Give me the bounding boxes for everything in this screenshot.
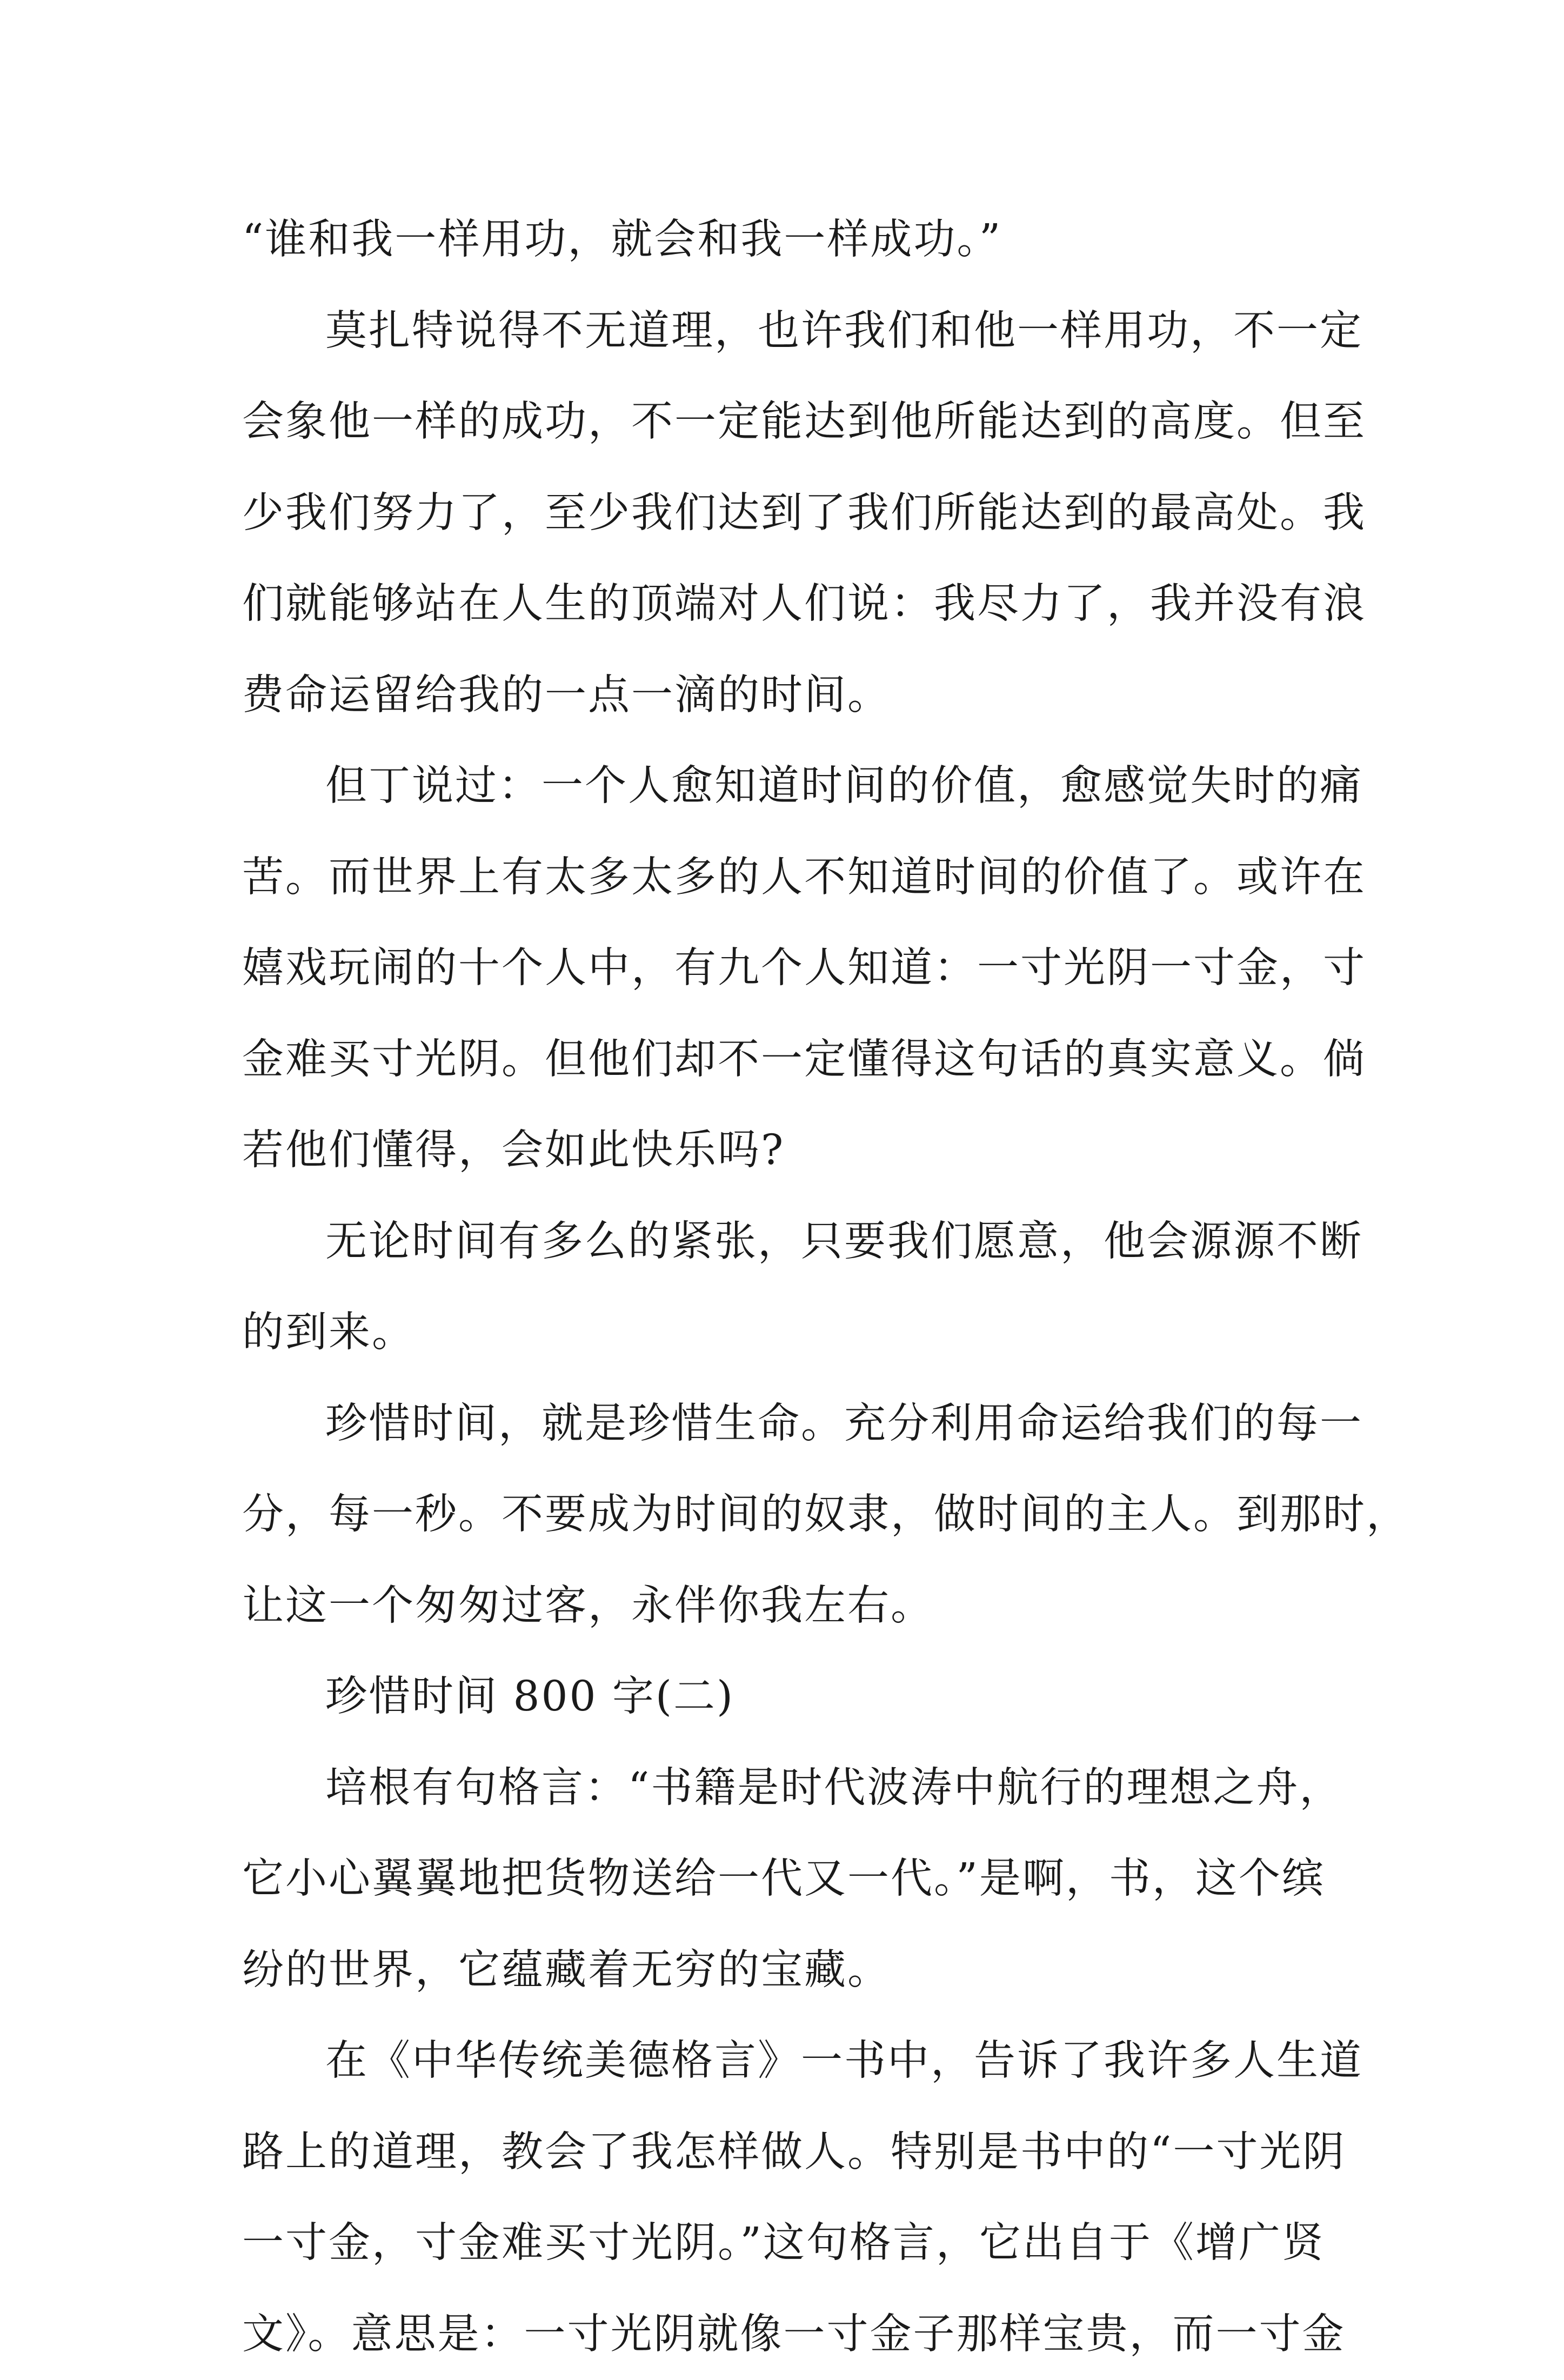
- text-line: 苦。而世界上有太多太多的人不知道时间的价值了。或许在: [242, 832, 1334, 924]
- text-line: 若他们懂得，会如此快乐吗?: [242, 1105, 1334, 1196]
- text-line: 金难买寸光阴。但他们却不一定懂得这句话的真实意义。倘: [242, 1014, 1334, 1106]
- text-line: 的到来。: [242, 1287, 1334, 1379]
- paragraph-start-line: 培根有句格言：“书籍是时代波涛中航行的理想之舟，: [242, 1743, 1334, 1834]
- text-line: 路上的道理，教会了我怎样做人。特别是书中的“一寸光阴: [242, 2107, 1334, 2198]
- paragraph-start-line: 珍惜时间，就是珍惜生命。充分利用命运给我们的每一: [242, 1379, 1334, 1470]
- text-line: 少我们努力了，至少我们达到了我们所能达到的最高处。我: [242, 468, 1334, 559]
- text-line: “谁和我一样用功，就会和我一样成功。”: [242, 195, 1334, 286]
- document-body: [242, 195, 1334, 2380]
- text-line: 分，每一秒。不要成为时间的奴隶，做时间的主人。到那时，: [242, 1469, 1334, 1561]
- text-line: 费命运留给我的一点一滴的时间。: [242, 650, 1334, 741]
- paragraph-start-line: 在《中华传统美德格言》一书中，告诉了我许多人生道: [242, 2016, 1334, 2107]
- section-heading: 珍惜时间 800 字(二): [242, 1652, 1334, 1743]
- text-line: 让这一个匆匆过客，永伴你我左右。: [242, 1561, 1334, 1652]
- paragraph-start-line: 莫扎特说得不无道理，也许我们和他一样用功，不一定: [242, 286, 1334, 377]
- text-line: 会象他一样的成功，不一定能达到他所能达到的高度。但至: [242, 377, 1334, 468]
- text-line: 它小心翼翼地把货物送给一代又一代。”是啊，书，这个缤: [242, 1834, 1334, 1925]
- text-line: 文》。意思是：一寸光阴就像一寸金子那样宝贵，而一寸金: [242, 2289, 1334, 2380]
- paragraph-start-line: 无论时间有多么的紧张，只要我们愿意，他会源源不断: [242, 1196, 1334, 1288]
- text-line: 一寸金，寸金难买寸光阴。”这句格言，它出自于《增广贤: [242, 2198, 1334, 2289]
- text-line: 嬉戏玩闹的十个人中，有九个人知道：一寸光阴一寸金，寸: [242, 923, 1334, 1014]
- text-line: 们就能够站在人生的顶端对人们说：我尽力了，我并没有浪: [242, 559, 1334, 650]
- paragraph-start-line: 但丁说过：一个人愈知道时间的价值，愈感觉失时的痛: [242, 741, 1334, 832]
- text-line: 纷的世界，它蕴藏着无穷的宝藏。: [242, 1925, 1334, 2016]
